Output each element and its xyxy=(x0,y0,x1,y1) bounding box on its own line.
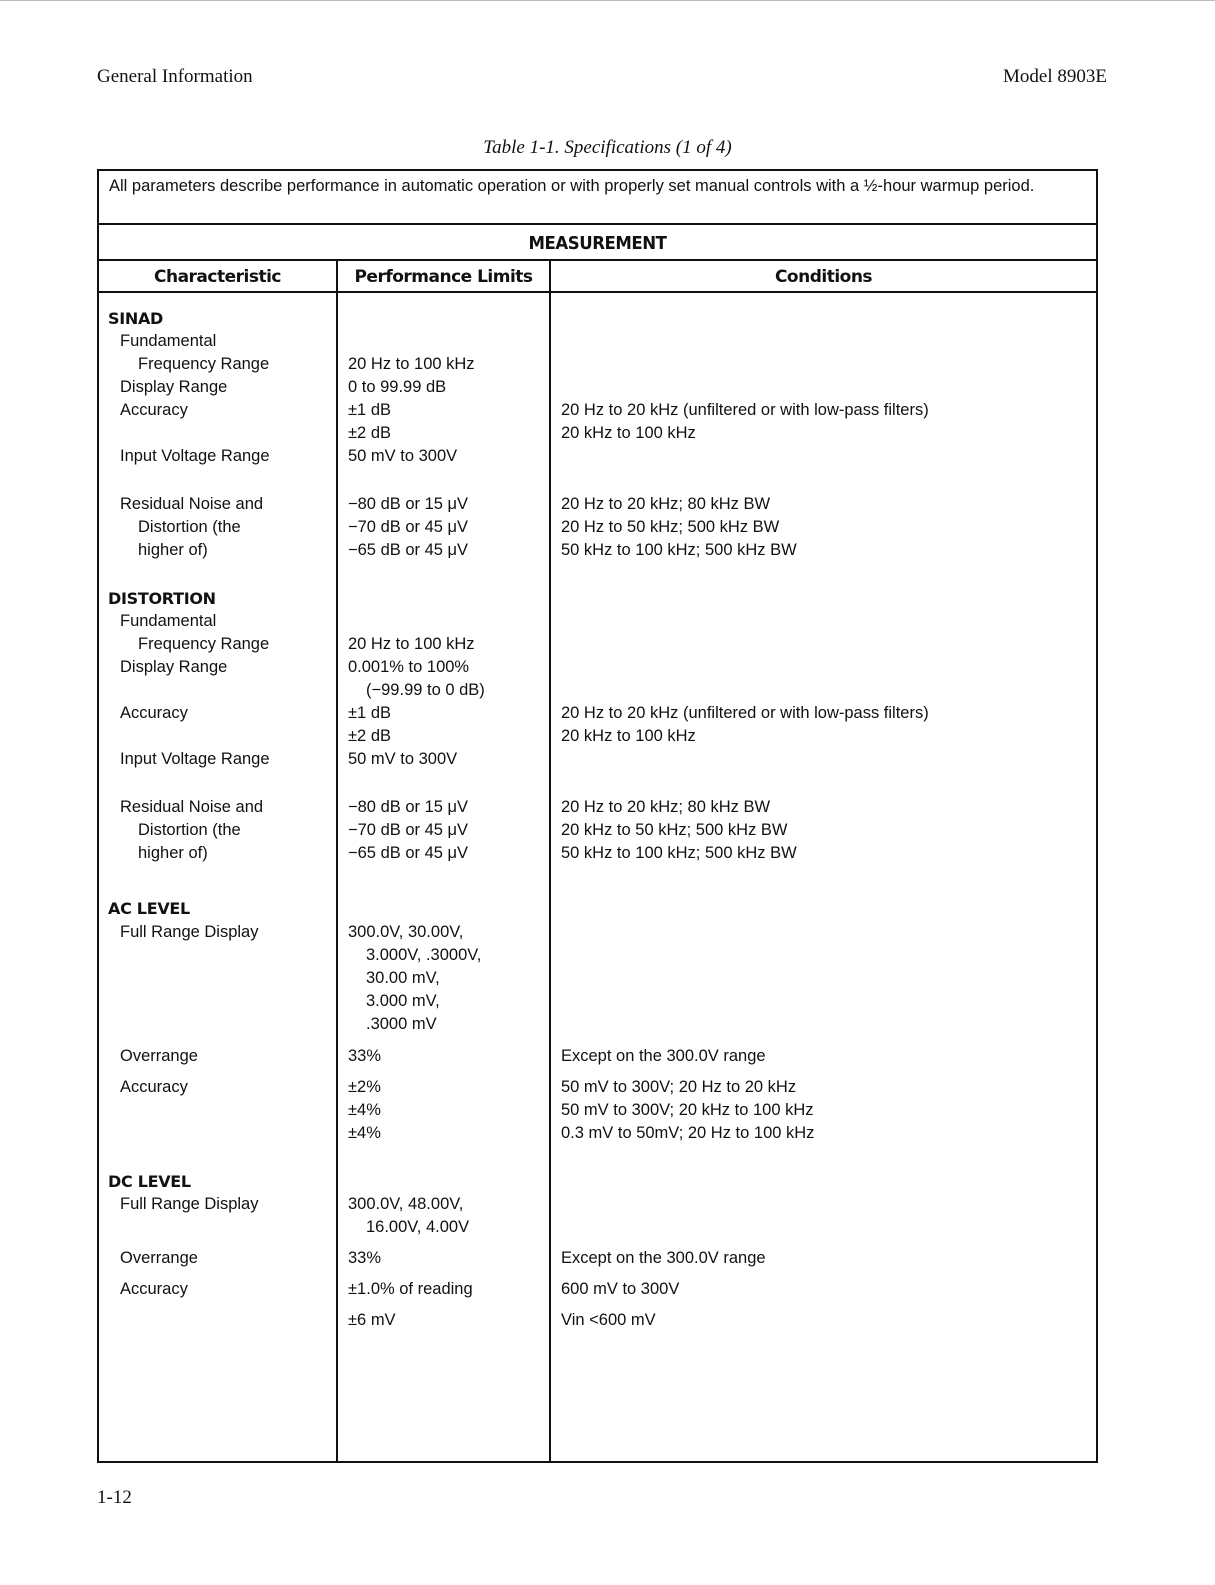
column-divider-1 xyxy=(336,261,338,1461)
distortion-residual-label-2: Distortion (the xyxy=(138,821,241,839)
distortion-display-range-value-1: 0.001% to 100% xyxy=(348,658,470,676)
ac-level-full-range-value-3: 30.00 mV, xyxy=(366,969,440,987)
dc-level-overrange-condition: Except on the 300.0V range xyxy=(561,1249,766,1267)
ac-level-full-range-label: Full Range Display xyxy=(120,923,259,941)
sinad-residual-label-1: Residual Noise and xyxy=(120,495,264,513)
sinad-freq-range-value: 20 Hz to 100 kHz xyxy=(348,355,475,373)
distortion-accuracy-condition-2: 20 kHz to 100 kHz xyxy=(561,727,696,745)
section-title: MEASUREMENT xyxy=(528,233,667,254)
column-header-characteristic: Characteristic xyxy=(154,267,281,287)
column-divider-2 xyxy=(549,261,551,1461)
running-header-section: General Information xyxy=(97,66,253,87)
sinad-fundamental-label: Fundamental xyxy=(120,332,217,350)
ac-level-full-range-value-2: 3.000V, .3000V, xyxy=(366,946,482,964)
sinad-residual-label-2: Distortion (the xyxy=(138,518,241,536)
sinad-residual-condition-1: 20 Hz to 20 kHz; 80 kHz BW xyxy=(561,495,771,513)
ac-level-overrange-label: Overrange xyxy=(120,1047,198,1065)
sinad-accuracy-label: Accuracy xyxy=(120,401,188,419)
dc-level-overrange-value: 33% xyxy=(348,1249,382,1267)
ac-level-full-range-value-1: 300.0V, 30.00V, xyxy=(348,923,464,941)
distortion-residual-condition-2: 20 kHz to 50 kHz; 500 kHz BW xyxy=(561,821,788,839)
ac-level-heading: AC LEVEL xyxy=(108,899,190,918)
dc-level-overrange-label: Overrange xyxy=(120,1249,198,1267)
dc-level-heading: DC LEVEL xyxy=(108,1172,191,1191)
dc-level-accuracy-condition-2: Vin <600 mV xyxy=(561,1311,656,1329)
sinad-display-range-value: 0 to 99.99 dB xyxy=(348,378,447,396)
ac-level-overrange-condition: Except on the 300.0V range xyxy=(561,1047,766,1065)
distortion-freq-range-label: Frequency Range xyxy=(138,635,270,653)
distortion-accuracy-label: Accuracy xyxy=(120,704,188,722)
column-header-conditions: Conditions xyxy=(774,267,873,287)
distortion-display-range-value-2: (−99.99 to 0 dB) xyxy=(366,681,485,699)
dc-level-accuracy-label: Accuracy xyxy=(120,1280,188,1298)
sinad-residual-condition-3: 50 kHz to 100 kHz; 500 kHz BW xyxy=(561,541,797,559)
table-caption: Table 1-1. Specifications (1 of 4) xyxy=(483,137,732,158)
sinad-residual-label-3: higher of) xyxy=(138,541,208,559)
page-number: 1-12 xyxy=(97,1487,132,1508)
ac-level-accuracy-label: Accuracy xyxy=(120,1078,188,1096)
sinad-input-range-value: 50 mV to 300V xyxy=(348,447,458,465)
running-header-model: Model 8903E xyxy=(1003,66,1107,87)
ac-level-accuracy-condition-2: 50 mV to 300V; 20 kHz to 100 kHz xyxy=(561,1101,814,1119)
sinad-accuracy-condition-2: 20 kHz to 100 kHz xyxy=(561,424,696,442)
distortion-fundamental-label: Fundamental xyxy=(120,612,217,630)
distortion-residual-value-2: −70 dB or 45 μV xyxy=(348,821,469,839)
dc-level-full-range-value-2: 16.00V, 4.00V xyxy=(366,1218,470,1236)
distortion-input-range-label: Input Voltage Range xyxy=(120,750,270,768)
distortion-accuracy-condition-1: 20 Hz to 20 kHz (unfiltered or with low-pass filters) xyxy=(561,704,929,722)
sinad-accuracy-condition-1: 20 Hz to 20 kHz (unfiltered or with low-pass filters) xyxy=(561,401,929,419)
top-rule xyxy=(0,0,1215,1)
distortion-input-range-value: 50 mV to 300V xyxy=(348,750,458,768)
dc-level-accuracy-value-2: ±6 mV xyxy=(348,1311,396,1329)
specifications-table xyxy=(97,169,1098,1463)
distortion-residual-value-3: −65 dB or 45 μV xyxy=(348,844,469,862)
distortion-residual-label-1: Residual Noise and xyxy=(120,798,264,816)
ac-level-accuracy-value-2: ±4% xyxy=(348,1101,381,1119)
dc-level-accuracy-condition-1: 600 mV to 300V xyxy=(561,1280,680,1298)
sinad-heading: SINAD xyxy=(108,309,164,328)
table-intro-note: All parameters describe performance in automatic operation or with properly set manual controls with a ½-hour warmup period. xyxy=(99,171,1096,225)
ac-level-full-range-value-5: .3000 mV xyxy=(366,1015,437,1033)
dc-level-full-range-label: Full Range Display xyxy=(120,1195,259,1213)
ac-level-accuracy-value-3: ±4% xyxy=(348,1124,381,1142)
distortion-accuracy-value-2: ±2 dB xyxy=(348,727,391,745)
sinad-input-range-label: Input Voltage Range xyxy=(120,447,270,465)
sinad-residual-value-2: −70 dB or 45 μV xyxy=(348,518,469,536)
distortion-residual-condition-3: 50 kHz to 100 kHz; 500 kHz BW xyxy=(561,844,797,862)
sinad-display-range-label: Display Range xyxy=(120,378,228,396)
distortion-freq-range-value: 20 Hz to 100 kHz xyxy=(348,635,475,653)
sinad-accuracy-value-1: ±1 dB xyxy=(348,401,391,419)
distortion-accuracy-value-1: ±1 dB xyxy=(348,704,391,722)
sinad-residual-value-3: −65 dB or 45 μV xyxy=(348,541,469,559)
distortion-heading: DISTORTION xyxy=(108,589,216,608)
distortion-display-range-label: Display Range xyxy=(120,658,228,676)
ac-level-accuracy-value-1: ±2% xyxy=(348,1078,381,1096)
distortion-residual-value-1: −80 dB or 15 μV xyxy=(348,798,469,816)
column-header-performance-limits: Performance Limits xyxy=(354,267,533,287)
dc-level-full-range-value-1: 300.0V, 48.00V, xyxy=(348,1195,464,1213)
ac-level-accuracy-condition-3: 0.3 mV to 50mV; 20 Hz to 100 kHz xyxy=(561,1124,815,1142)
distortion-residual-condition-1: 20 Hz to 20 kHz; 80 kHz BW xyxy=(561,798,771,816)
sinad-accuracy-value-2: ±2 dB xyxy=(348,424,391,442)
distortion-residual-label-3: higher of) xyxy=(138,844,208,862)
sinad-residual-condition-2: 20 Hz to 50 kHz; 500 kHz BW xyxy=(561,518,780,536)
ac-level-overrange-value: 33% xyxy=(348,1047,382,1065)
ac-level-accuracy-condition-1: 50 mV to 300V; 20 Hz to 20 kHz xyxy=(561,1078,797,1096)
dc-level-accuracy-value-1: ±1.0% of reading xyxy=(348,1280,473,1298)
sinad-residual-value-1: −80 dB or 15 μV xyxy=(348,495,469,513)
ac-level-full-range-value-4: 3.000 mV, xyxy=(366,992,440,1010)
sinad-freq-range-label: Frequency Range xyxy=(138,355,270,373)
